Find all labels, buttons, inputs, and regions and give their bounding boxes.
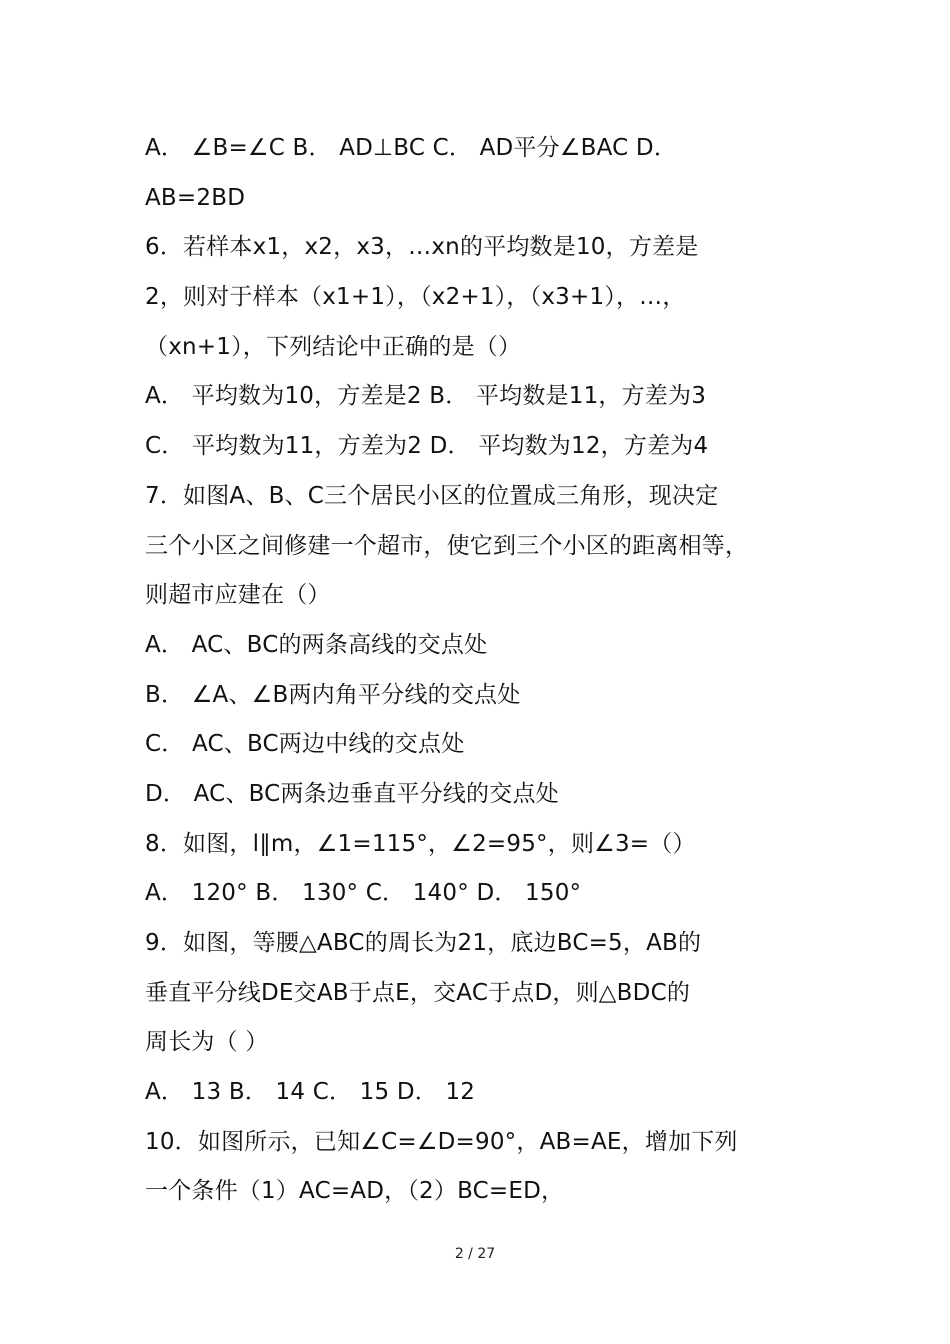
answer-options: C． 平均数为11，方差为2 D． 平均数为12，方差为4 <box>145 433 709 460</box>
text-line: （xn+1），下列结论中正确的是（） <box>145 333 522 360</box>
answer-option-d: D． AC、BC两条边垂直平分线的交点处 <box>145 780 559 807</box>
text-line: 三个小区之间修建一个超市，使它到三个小区的距离相等， <box>145 532 749 559</box>
page-content <box>145 124 825 1217</box>
text-line: 周长为（ ） <box>145 1029 269 1056</box>
answer-option-b: B． ∠A、∠B两内角平分线的交点处 <box>145 681 521 708</box>
question-8-text: 8．如图，l∥m，∠1=115°，∠2=95°，则∠3=（） <box>145 830 696 857</box>
answer-options: A． 平均数为10，方差是2 B． 平均数是11，方差为3 <box>145 383 707 410</box>
answer-option-c: C． AC、BC两边中线的交点处 <box>145 731 465 758</box>
text-line: 则超市应建在（） <box>145 582 331 609</box>
text-line: A． ∠B=∠C B． AD⊥BC C． AD平分∠BAC D． <box>145 135 678 161</box>
question-10-text: 10．如图所示，已知∠C=∠D=90°，AB=AE，增加下列 <box>145 1128 738 1155</box>
answer-options: A． 120° B． 130° C． 140° D． 150° <box>145 880 582 907</box>
answer-options: A． 13 B． 14 C． 15 D． 12 <box>145 1079 476 1106</box>
question-6-text: 6．若样本x1，x2，x3，…xn的平均数是10，方差是 <box>145 234 699 261</box>
text-line: AB=2BD <box>145 184 246 211</box>
text-line: 一个条件（1）AC=AD，（2）BC=ED， <box>145 1178 565 1205</box>
text-line: 垂直平分线DE交AB于点E，交AC于点D，则△BDC的 <box>145 979 691 1006</box>
answer-option-a: A． AC、BC的两条高线的交点处 <box>145 631 488 658</box>
question-7-text: 7．如图A、B、C三个居民小区的位置成三角形，现决定 <box>145 482 719 509</box>
page-number: 2 / 27 <box>454 1246 496 1262</box>
text-line: 2，则对于样本（x1+1），（x2+1），（x3+1），…， <box>145 284 686 311</box>
question-9-text: 9．如图，等腰△ABC的周长为21，底边BC=5，AB的 <box>145 930 702 956</box>
